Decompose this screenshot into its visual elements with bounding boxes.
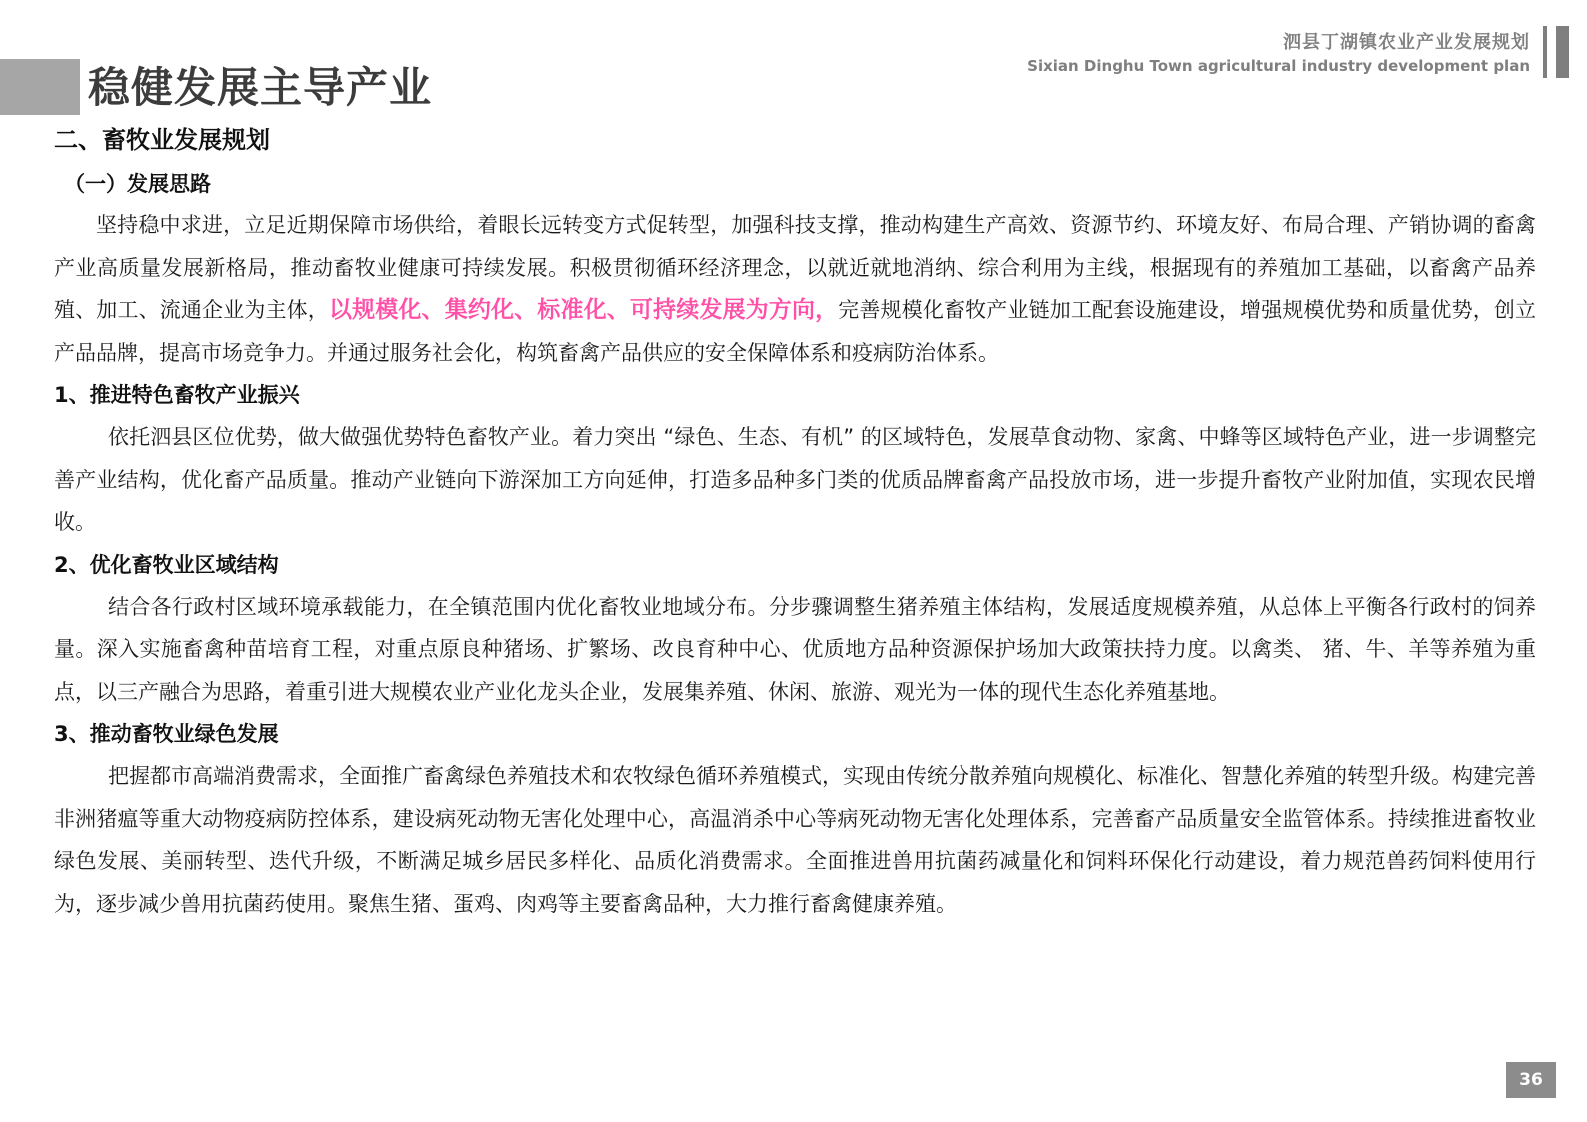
item-heading-1: 1、推进特色畜牧产业振兴 [54,383,300,407]
header-en-title: Sixian Dinghu Town agricultural industry development plan [1027,57,1530,75]
intro-paragraph [54,204,1536,374]
item-heading-3: 3、推动畜牧业绿色发展 [54,722,279,746]
header-divider-thick [1556,26,1569,78]
intro-text-after: 完善规模化畜牧产业链加工配套设施建设，增强规模优势和质量优势，创立产品品牌，提高市场竞争力。并通过服务社会化，构筑畜禽产品供应的安全保障体系和疫病防治体系。 [54,298,1537,365]
header-cn-title: 泗县丁湖镇农业产业发展规划 [1283,32,1530,53]
item-heading-2: 2、优化畜牧业区域结构 [54,552,279,577]
document-header [1027,32,1530,76]
item-paragraph-2: 结合各行政村区域环境承载能力，在全镇范围内优化畜牧业地域分布。分步骤调整生猪养殖主体结构，发展适度规模养殖，从总体上平衡各行政村的饲养量。深入实施畜禽种苗培育工程，对重点原良种猪场、扩繁场、改良育种中心、优质地方品种资源保护场加大政策扶持力度。以禽类、 猪、牛、羊等养殖为重点，以三产融合为思路，着重引进大规模农业产业化龙头企业，发展集养殖、休闲、旅游、观光为一体的现代生态化养殖基地。 [54,594,1536,704]
intro-text-before: 坚持稳中求进，立足近期保障市场供给，着眼长远转变方式促转型，加强科技支撑，推动构建生产高效、资源节约、环境友好、布局合理、产销协调的畜禽产业高质量发展新格局，推动畜牧业健康可持续发展。积极贯彻循环经济理念，以就近就地消纳、综合利用为主线，根据现有的养殖加工基础，以畜禽产品养殖、加工、流通企业为主体， [54,213,1536,322]
main-content [54,120,1536,925]
item-paragraph-3: 把握都市高端消费需求，全面推广畜禽绿色养殖技术和农牧绿色循环养殖模式，实现由传统分散养殖向规模化、标准化、智慧化养殖的转型升级。构建完善非洲猪瘟等重大动物疫病防控体系，建设病死动物无害化处理中心，高温消杀中心等病死动物无害化处理体系，完善畜产品质量安全监管体系。持续推进畜牧业绿色发展、美丽转型、迭代升级，不断满足城乡居民多样化、品质化消费需求。全面推进兽用抗菌药减量化和饲料环保化行动建设，着力规范兽药饲料使用行为，逐步减少兽用抗菌药使用。聚焦生猪、蛋鸡、肉鸡等主要畜禽品种，大力推行畜禽健康养殖。 [54,764,1536,916]
sub-heading: （一）发展思路 [64,172,211,196]
item-paragraph-1: 依托泗县区位优势，做大做强优势特色畜牧产业。着力突出 “绿色、生态、有机” 的区域特色，发展草食动物、家禽、中蜂等区域特色产业，进一步调整完善产业结构，优化畜产品质量。推动产业链向下游深加工方向延伸，打造多品种多门类的优质品牌畜禽产品投放市场，进一步提升畜牧产业附加值，实现农民增收。 [54,425,1536,534]
header-divider-thin [1543,26,1547,78]
page-title: 稳健发展主导产业 [88,63,433,112]
section-heading: 二、畜牧业发展规划 [54,126,270,154]
intro-highlight: 以规模化、集约化、标准化、可持续发展为方向， [328,297,839,323]
title-accent-bar [0,59,80,115]
page-number: 36 [1506,1062,1556,1098]
